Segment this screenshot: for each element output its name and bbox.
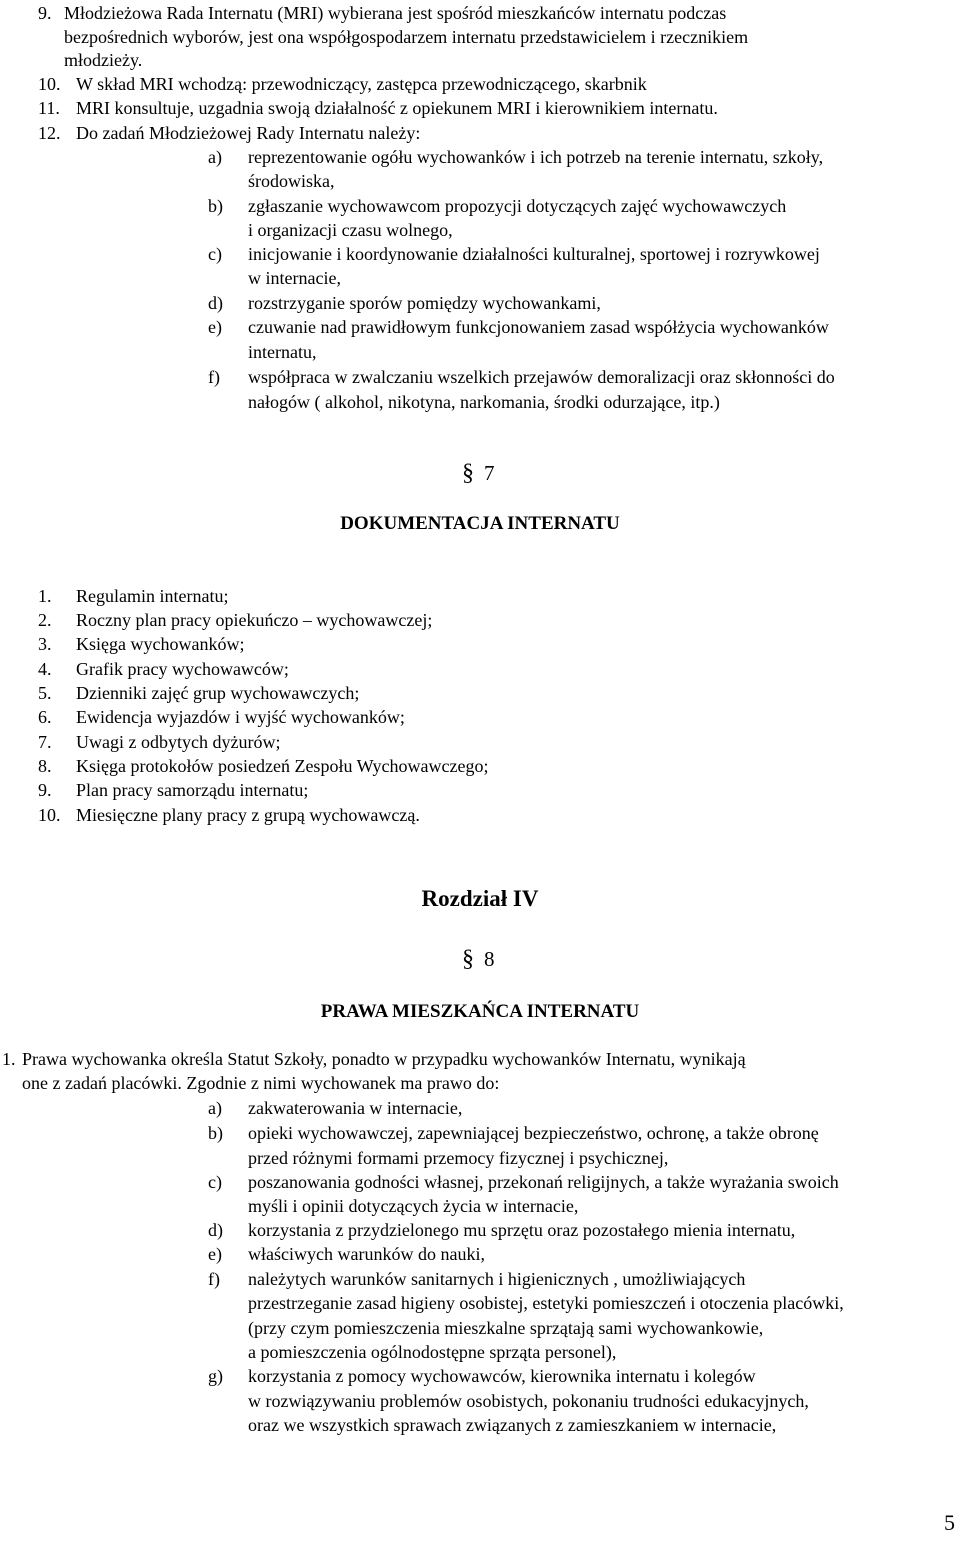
list-item: Regulamin internatu; (76, 586, 229, 606)
section-number: 8 (484, 947, 495, 971)
list-item: Księga protokołów posiedzeń Zespołu Wychowawczego; (76, 756, 489, 776)
list-number: 6. (38, 707, 52, 727)
item-text-line: młodzieży. (64, 50, 143, 70)
list-item-line: korzystania z pomocy wychowawców, kierownika internatu i kolegów (248, 1366, 756, 1386)
item-text-line: bezpośrednich wyborów, jest ona współgospodarzem internatu przedstawicielem i rzecznikiem (64, 27, 749, 47)
list-item-line: myśli i opinii dotyczących życia w internacie, (248, 1196, 579, 1216)
list-item: Dzienniki zajęć grup wychowawczych; (76, 683, 360, 703)
list-item: Księga wychowanków; (76, 634, 245, 654)
list-item-line: a pomieszczenia ogólnodostępne sprząta personel), (248, 1342, 617, 1362)
list-item-line: korzystania z przydzielonego mu sprzętu oraz pozostałego mienia internatu, (248, 1220, 796, 1240)
list-number: 9. (38, 780, 52, 800)
list-letter: e) (208, 1244, 222, 1264)
paragraph-line: Prawa wychowanka określa Statut Szkoły, ponadto w przypadku wychowanków Internatu, wynikają (22, 1049, 746, 1069)
list-letter: c) (208, 244, 222, 264)
list-item-line: opieki wychowawczej, zapewniającej bezpieczeństwo, ochronę, a także obronę (248, 1123, 819, 1143)
list-item-line: inicjowanie i koordynowanie działalności kulturalnej, sportowej i rozrywkowej (248, 244, 820, 264)
list-item-line: współpraca w zwalczaniu wszelkich przejawów demoralizacji oraz skłonności do (248, 367, 835, 387)
list-item-line: przed różnymi formami przemocy fizycznej i psychicznej, (248, 1148, 669, 1168)
list-letter: b) (208, 1123, 223, 1143)
list-letter: b) (208, 196, 223, 216)
list-item: Roczny plan pracy opiekuńczo – wychowawczej; (76, 610, 433, 630)
list-item-line: czuwanie nad prawidłowym funkcjonowaniem zasad współżycia wychowanków (248, 317, 829, 337)
item-number: 10. (38, 74, 61, 94)
list-number: 5. (38, 683, 52, 703)
list-item-line: należytych warunków sanitarnych i higienicznych , umożliwiających (248, 1269, 746, 1289)
section-title: PRAWA MIESZKAŃCA INTERNATU (320, 1001, 640, 1022)
list-number: 3. (38, 634, 52, 654)
list-item-line: nałogów ( alkohol, nikotyna, narkomania, środki odurzające, itp.) (248, 392, 720, 412)
list-item-line: przestrzeganie zasad higieny osobistej, estetyki pomieszczeń i otoczenia placówki, (248, 1293, 844, 1313)
list-item-line: poszanowania godności własnej, przekonań religijnych, a także wyrażania swoich (248, 1172, 839, 1192)
list-item: Ewidencja wyjazdów i wyjść wychowanków; (76, 707, 405, 727)
page-number: 5 (944, 1510, 955, 1535)
list-item-line: internatu, (248, 342, 317, 362)
list-item: Miesięczne plany pracy z grupą wychowawczą. (76, 805, 420, 825)
section-title: DOKUMENTACJA INTERNATU (340, 513, 620, 534)
list-item-line: w internacie, (248, 268, 341, 288)
list-letter: d) (208, 1220, 223, 1240)
list-item-line: i organizacji czasu wolnego, (248, 220, 453, 240)
list-item-line: (przy czym pomieszczenia mieszkalne sprzątają sami wychowankowie, (248, 1318, 764, 1338)
item-text-line: Do zadań Młodzieżowej Rady Internatu należy: (76, 123, 421, 143)
list-letter: a) (208, 1098, 222, 1118)
section-number: 7 (484, 461, 495, 485)
item-number: 12. (38, 123, 61, 143)
list-letter: f) (208, 1269, 220, 1289)
item-number: 9. (38, 3, 52, 23)
list-letter: e) (208, 317, 222, 337)
section-heading-7 (462, 462, 495, 485)
list-item: Uwagi z odbytych dyżurów; (76, 732, 281, 752)
section-sign: § (462, 946, 474, 972)
list-item-line: właściwych warunków do nauki, (248, 1244, 485, 1264)
item-text-line: W skład MRI wchodzą: przewodniczący, zastępca przewodniczącego, skarbnik (76, 74, 647, 94)
list-number: 1. (38, 586, 52, 606)
list-item-line: środowiska, (248, 171, 335, 191)
item-number: 11. (38, 98, 60, 118)
list-letter: a) (208, 147, 222, 167)
list-number: 10. (38, 805, 61, 825)
list-item-line: w rozwiązywaniu problemów osobistych, pokonaniu trudności edukacyjnych, (248, 1391, 809, 1411)
list-item: Plan pracy samorządu internatu; (76, 780, 309, 800)
section-heading-8 (462, 948, 495, 971)
item-text-line: MRI konsultuje, uzgadnia swoją działalność z opiekunem MRI i kierownikiem internatu. (76, 98, 718, 118)
list-item-line: oraz we wszystkich sprawach związanych z zamieszkaniem w internacie, (248, 1415, 777, 1435)
list-item-line: zgłaszanie wychowawcom propozycji dotyczących zajęć wychowawczych (248, 196, 787, 216)
paragraph-line: one z zadań placówki. Zgodnie z nimi wychowanek ma prawo do: (22, 1073, 500, 1093)
list-item-line: zakwaterowania w internacie, (248, 1098, 463, 1118)
list-number: 2. (38, 610, 52, 630)
chapter-title: Rozdział IV (421, 886, 539, 911)
list-letter: c) (208, 1172, 222, 1192)
list-item: Grafik pracy wychowawców; (76, 659, 289, 679)
section-sign: § (462, 460, 474, 486)
item-text-line: Młodzieżowa Rada Internatu (MRI) wybierana jest spośród mieszkańców internatu podczas (64, 3, 727, 23)
list-letter: f) (208, 367, 220, 387)
list-number: 4. (38, 659, 52, 679)
list-number: 7. (38, 732, 52, 752)
list-number: 8. (38, 756, 52, 776)
list-letter: d) (208, 293, 223, 313)
list-item-line: reprezentowanie ogółu wychowanków i ich potrzeb na terenie internatu, szkoły, (248, 147, 824, 167)
paragraph-number: 1. (2, 1049, 16, 1069)
list-item-line: rozstrzyganie sporów pomiędzy wychowankami, (248, 293, 601, 313)
list-letter: g) (208, 1366, 223, 1386)
